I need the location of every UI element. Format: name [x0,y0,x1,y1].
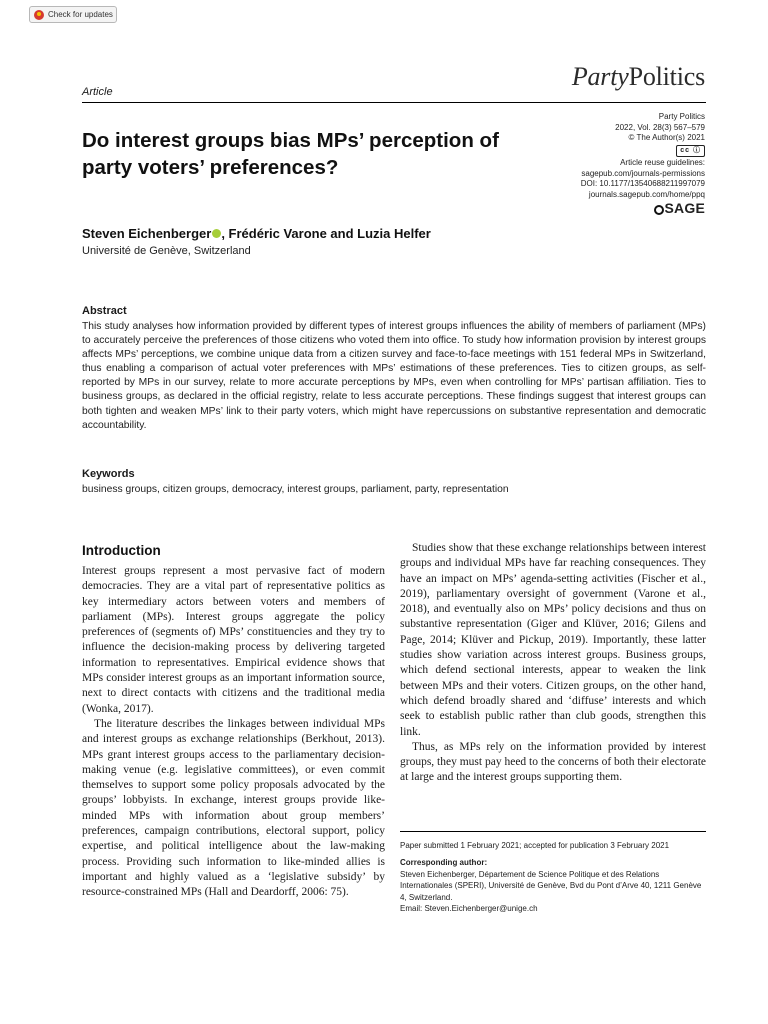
reuse-link[interactable]: sagepub.com/journals-permissions [581,168,705,178]
keywords-heading: Keywords [82,468,135,480]
submission-dates: Paper submitted 1 February 2021; accepted for publication 3 February 2021 [400,841,670,850]
keywords-list: business groups, citizen groups, democracy, interest groups, parliament, party, representation [82,484,509,495]
header-divider [82,102,706,103]
journal-name: Party Politics [658,112,705,121]
abstract-heading: Abstract [82,305,127,317]
check-for-updates-badge[interactable] [29,6,117,23]
body-column-right [400,541,706,786]
article-title: Do interest groups bias MPs’ perception of party voters’ preferences? [82,129,499,179]
creative-commons-icon[interactable]: cc ⓘ [676,145,705,158]
journal-link[interactable]: journals.sagepub.com/home/ppq [588,189,705,199]
crossmark-icon [34,10,44,20]
journal-logo-italic: Party [571,62,629,91]
introduction-heading: Introduction [82,543,161,558]
orcid-icon[interactable] [212,229,221,238]
reuse-label: Article reuse guidelines: [620,158,705,167]
body-column-left [82,564,385,901]
author-list [82,226,431,241]
sage-ring-icon [654,205,664,215]
volume-info: 2022, Vol. 28(3) 567–579 [615,122,705,132]
paragraph: Studies show that these exchange relationships between interest groups and individual MPs have far reaching consequences. They have an impact on MPs’ agenda-setting activities (Fischer et al., 2019), parliamentary oversight of government (Varone et al., 2018), and eventually also on MPs’ policy decisions and thus on substantive representation (Giger and Klüver, 2016; Gilens and Page, 2014; Klüver and Pickup, 2019). Importantly, these latter studies show variation across interest groups. Business groups, which defend sectional interests, appear to weaken the link between MPs and their voters. Citizen groups, on the other hand, which defend broadly shared and ‘diffuse’ interests and which seek to establish public rather than club goods, strengthen this link. [400,542,706,738]
publication-meta [505,112,705,215]
other-authors: , Frédéric Varone and Luzia Helfer [221,226,431,241]
journal-logo [572,62,705,92]
check-for-updates-label: Check for updates [48,10,113,19]
copyright: © The Author(s) 2021 [628,133,705,142]
corresponding-author-label: Corresponding author: [400,858,488,868]
article-type-label: Article [82,86,113,98]
abstract-text: This study analyses how information provided by different types of interest groups influences the ability of members of parliament (MPs) to accurately perceive the preferences of those citizens who voted them into office. To study how information provision by interest groups affects MPs’ perceptions, we combine unique data from a citizen survey and face-to-face meetings with 151 federal MPs in Switzerland, thus enabling a comparison of actual voter preferences with MPs’ estimations of these preferences. Ties to citizen groups, as self-reported by MPs in our survey, relate to more accurate perceptions by MPs, even when controlling for MPs’ partisan affiliation. Ties to business groups, as declared in the official registry, relate to less accurate perceptions. These findings suggest that interest groups can both tighten and weaken MPs’ link to their party voters, which might have repercussions on substantive representation and democratic accountability. [82,321,706,431]
corresponding-author-email[interactable]: Email: Steven.Eichenberger@unige.ch [400,904,538,914]
paragraph: Thus, as MPs rely on the information provided by interest groups, they must pay heed to the concerns of both their electorate at large and the interest groups supporting them. [400,740,706,784]
footnote-divider [400,831,706,832]
publisher-logo [505,200,705,216]
paragraph: The literature describes the linkages between individual MPs and interest groups as exchange relationships (Berkhout, 2013). MPs grant interest groups access to the parliamentary decision-making venue (e.g. legislative committees), or even commit themselves to support some policy proposals advocated by the groups’ lobbyists. In exchange, interest groups provide like-minded MPs with information about group members’ preferences, campaign contributions, electoral support, policy expertise, and political intelligence about the law-making process. Providing such information to like-minded allies is important and highly valued as a ‘legislative subsidy’ by resource-constrained MPs (Hall and Deardorff, 2006: 75). [82,717,385,899]
footnotes [400,840,706,914]
corresponding-author-address: Steven Eichenberger, Département de Science Politique et des Relations Internationales (SPERI), Université de Genève, Bvd du Pont d’Arve 40, 1211 Genève 4, Switzerland. [400,869,702,902]
publisher-name: SAGE [664,200,705,216]
paragraph: Interest groups represent a most pervasive fact of modern democracies. They are a vital part of representative politics as key intermediary actors between voters and members of parliament (MPs). Interest groups aggregate the policy preferences of (segments of) MPs’ constituencies and they try to influence the decision-making process by delivering targeted information to representatives. Empirical evidence shows that MPs consider interest groups as an important information source, next to direct contacts with citizens and the traditional media (Wonka, 2017). [82,565,385,715]
first-author[interactable]: Steven Eichenberger [82,226,212,241]
doi[interactable]: DOI: 10.1177/13540688211997079 [580,179,705,188]
journal-logo-regular: Politics [628,62,705,91]
affiliation: Université de Genève, Switzerland [82,245,251,257]
